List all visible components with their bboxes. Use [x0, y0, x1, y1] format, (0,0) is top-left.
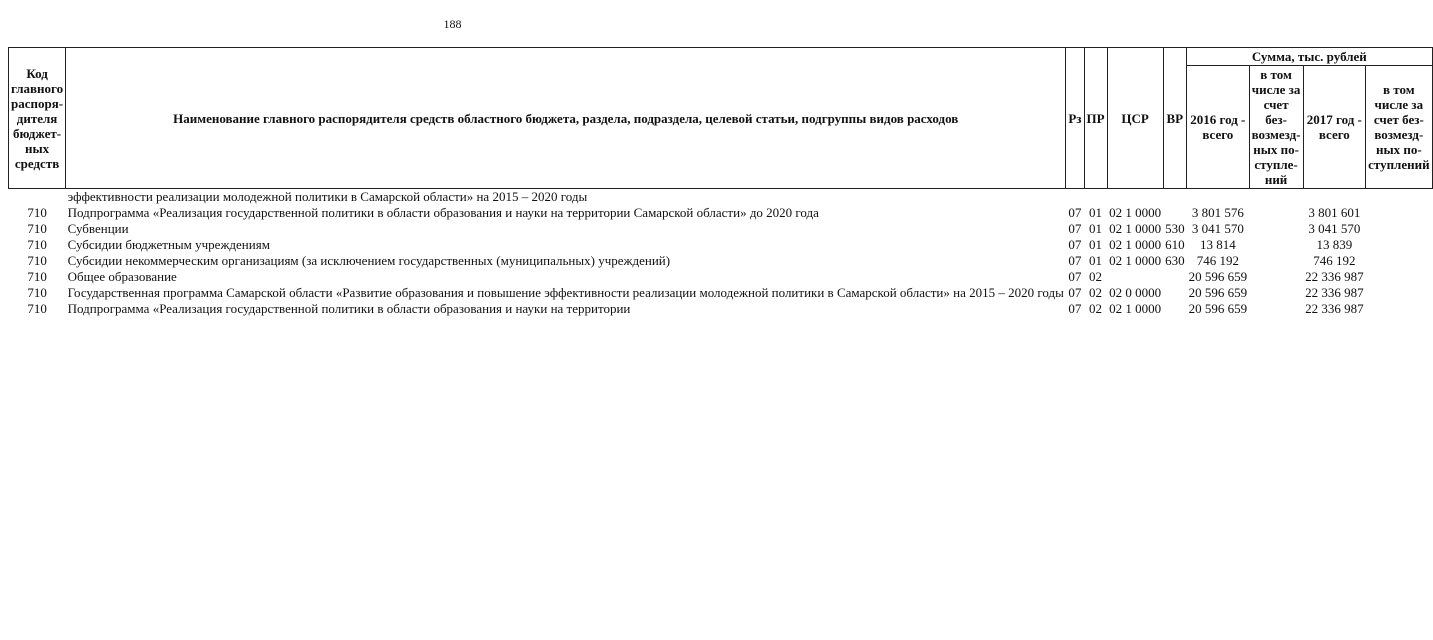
- cell-name: Субвенции: [67, 221, 129, 236]
- cell-2017-free: [1366, 189, 1433, 206]
- cell-2016-free: [1249, 285, 1303, 301]
- cell-csr: 02 0 0000: [1109, 285, 1162, 300]
- cell-2017-free: [1366, 285, 1433, 301]
- cell-csr: [1107, 189, 1163, 206]
- header-sum: Сумма, тыс. рублей: [1187, 48, 1433, 66]
- cell-2016-free: [1249, 301, 1303, 317]
- cell-2016-free: [1249, 237, 1303, 253]
- cell-vr: [1163, 189, 1187, 206]
- cell-2017-total: [1303, 189, 1366, 206]
- cell-vr: [1163, 205, 1187, 221]
- table-row: [9, 237, 1433, 253]
- cell-2016-total: 746 192: [1196, 253, 1239, 268]
- cell-2016-free: [1249, 189, 1303, 206]
- cell-rz: 07: [1068, 269, 1082, 284]
- cell-pr: 02: [1089, 269, 1103, 284]
- header-pr: ПР: [1084, 48, 1107, 189]
- table-row: [9, 221, 1433, 237]
- table-row: [9, 253, 1433, 269]
- cell-2017-total: 3 801 601: [1308, 205, 1361, 220]
- cell-2016-free: [1249, 205, 1303, 221]
- cell-pr: 01: [1089, 253, 1103, 268]
- cell-code: 710: [27, 253, 47, 268]
- header-rz: Рз: [1066, 48, 1084, 189]
- cell-code: [9, 189, 66, 206]
- cell-rz: 07: [1068, 237, 1082, 252]
- cell-name: Субсидии некоммерческим организациям (за исключением государственных (муниципальных) учреждений): [67, 253, 671, 268]
- cell-rz: 07: [1068, 205, 1082, 220]
- cell-rz: 07: [1068, 253, 1082, 268]
- cell-2017-free: [1366, 237, 1433, 253]
- header-name: Наименование главного распорядителя средств областного бюджета, раздела, подраздела, целевой статьи, подгруппы видов расходов: [66, 48, 1066, 189]
- cell-code: 710: [27, 221, 47, 236]
- page-number: 188: [443, 17, 462, 31]
- cell-csr: 02 1 0000: [1109, 253, 1162, 268]
- cell-pr: 01: [1089, 221, 1103, 236]
- table-row: [9, 285, 1433, 301]
- cell-csr: [1107, 269, 1163, 285]
- cell-pr: 01: [1089, 237, 1103, 252]
- cell-2016-free: [1249, 221, 1303, 237]
- cell-code: 710: [27, 301, 47, 316]
- table-row: [9, 205, 1433, 221]
- cell-2017-total: 3 041 570: [1308, 221, 1361, 236]
- cell-2016-total: [1187, 189, 1250, 206]
- cell-rz: 07: [1068, 301, 1082, 316]
- cell-name: Государственная программа Самарской области «Развитие образования и повышение эффективности реализации молодежной политики в Самарской области» на 2015 – 2020 годы: [67, 285, 1064, 300]
- cell-name: Подпрограмма «Реализация государственной политики в области образования и науки на территории Самарской области» до 2020 года: [67, 205, 819, 220]
- cell-2017-free: [1366, 205, 1433, 221]
- cell-csr: 02 1 0000: [1109, 237, 1162, 252]
- header-2016-free: в том числе за счет без-возмезд-ных по-ступле-ний: [1249, 66, 1303, 189]
- header-2017-free: в том числе за счет без-возмезд-ных по-ступлений: [1366, 66, 1433, 189]
- cell-code: 710: [27, 237, 47, 252]
- budget-table: [8, 47, 1433, 317]
- cell-2016-free: [1249, 269, 1303, 285]
- cell-pr: 02: [1089, 285, 1103, 300]
- cell-code: 710: [27, 205, 47, 220]
- cell-2017-free: [1366, 253, 1433, 269]
- cell-2017-total: 22 336 987: [1305, 269, 1364, 284]
- cell-name: Подпрограмма «Реализация государственной политики в области образования и науки на территории: [67, 301, 631, 316]
- header-csr: ЦСР: [1107, 48, 1163, 189]
- table-row: [9, 269, 1433, 285]
- cell-2017-free: [1366, 221, 1433, 237]
- cell-pr: [1084, 189, 1107, 206]
- cell-vr: [1163, 285, 1187, 301]
- cell-2016-total: 13 814: [1199, 237, 1236, 252]
- cell-name: Субсидии бюджетным учреждениям: [67, 237, 270, 252]
- header-code: Код главного распоря-дителя бюджет-ных средств: [9, 48, 66, 189]
- cell-vr: 630: [1165, 253, 1185, 268]
- cell-rz: 07: [1068, 221, 1082, 236]
- table-row: [9, 189, 1433, 206]
- cell-2017-total: 22 336 987: [1305, 301, 1364, 316]
- header-2016-total: 2016 год - всего: [1187, 66, 1250, 189]
- header-vr: ВР: [1163, 48, 1187, 189]
- cell-rz: 07: [1068, 285, 1082, 300]
- cell-2017-free: [1366, 301, 1433, 317]
- cell-pr: 01: [1089, 205, 1103, 220]
- cell-2016-total: 3 801 576: [1191, 205, 1244, 220]
- cell-2016-total: 20 596 659: [1188, 269, 1248, 284]
- cell-code: 710: [27, 269, 47, 284]
- cell-pr: 02: [1089, 301, 1103, 316]
- cell-2017-total: 22 336 987: [1305, 285, 1364, 300]
- cell-vr: [1163, 301, 1187, 317]
- cell-2016-total: 20 596 659: [1188, 285, 1248, 300]
- cell-csr: 02 1 0000: [1109, 221, 1162, 236]
- cell-rz: [1066, 189, 1084, 206]
- cell-2016-total: 20 596 659: [1188, 301, 1248, 316]
- cell-code: 710: [27, 285, 47, 300]
- cell-vr: [1163, 269, 1187, 285]
- cell-csr: 02 1 0000: [1109, 205, 1162, 220]
- cell-vr: 610: [1165, 237, 1185, 252]
- cell-2017-free: [1366, 269, 1433, 285]
- cell-2016-total: 3 041 570: [1191, 221, 1244, 236]
- header-2017-total: 2017 год - всего: [1303, 66, 1366, 189]
- cell-name: Общее образование: [67, 269, 177, 284]
- cell-2017-total: 746 192: [1313, 253, 1356, 268]
- table-row: [9, 301, 1433, 317]
- cell-csr: 02 1 0000: [1109, 301, 1162, 316]
- cell-name: эффективности реализации молодежной политики в Самарской области» на 2015 – 2020 годы: [67, 189, 588, 204]
- cell-2016-free: [1249, 253, 1303, 269]
- cell-2017-total: 13 839: [1316, 237, 1353, 252]
- cell-vr: 530: [1165, 221, 1185, 236]
